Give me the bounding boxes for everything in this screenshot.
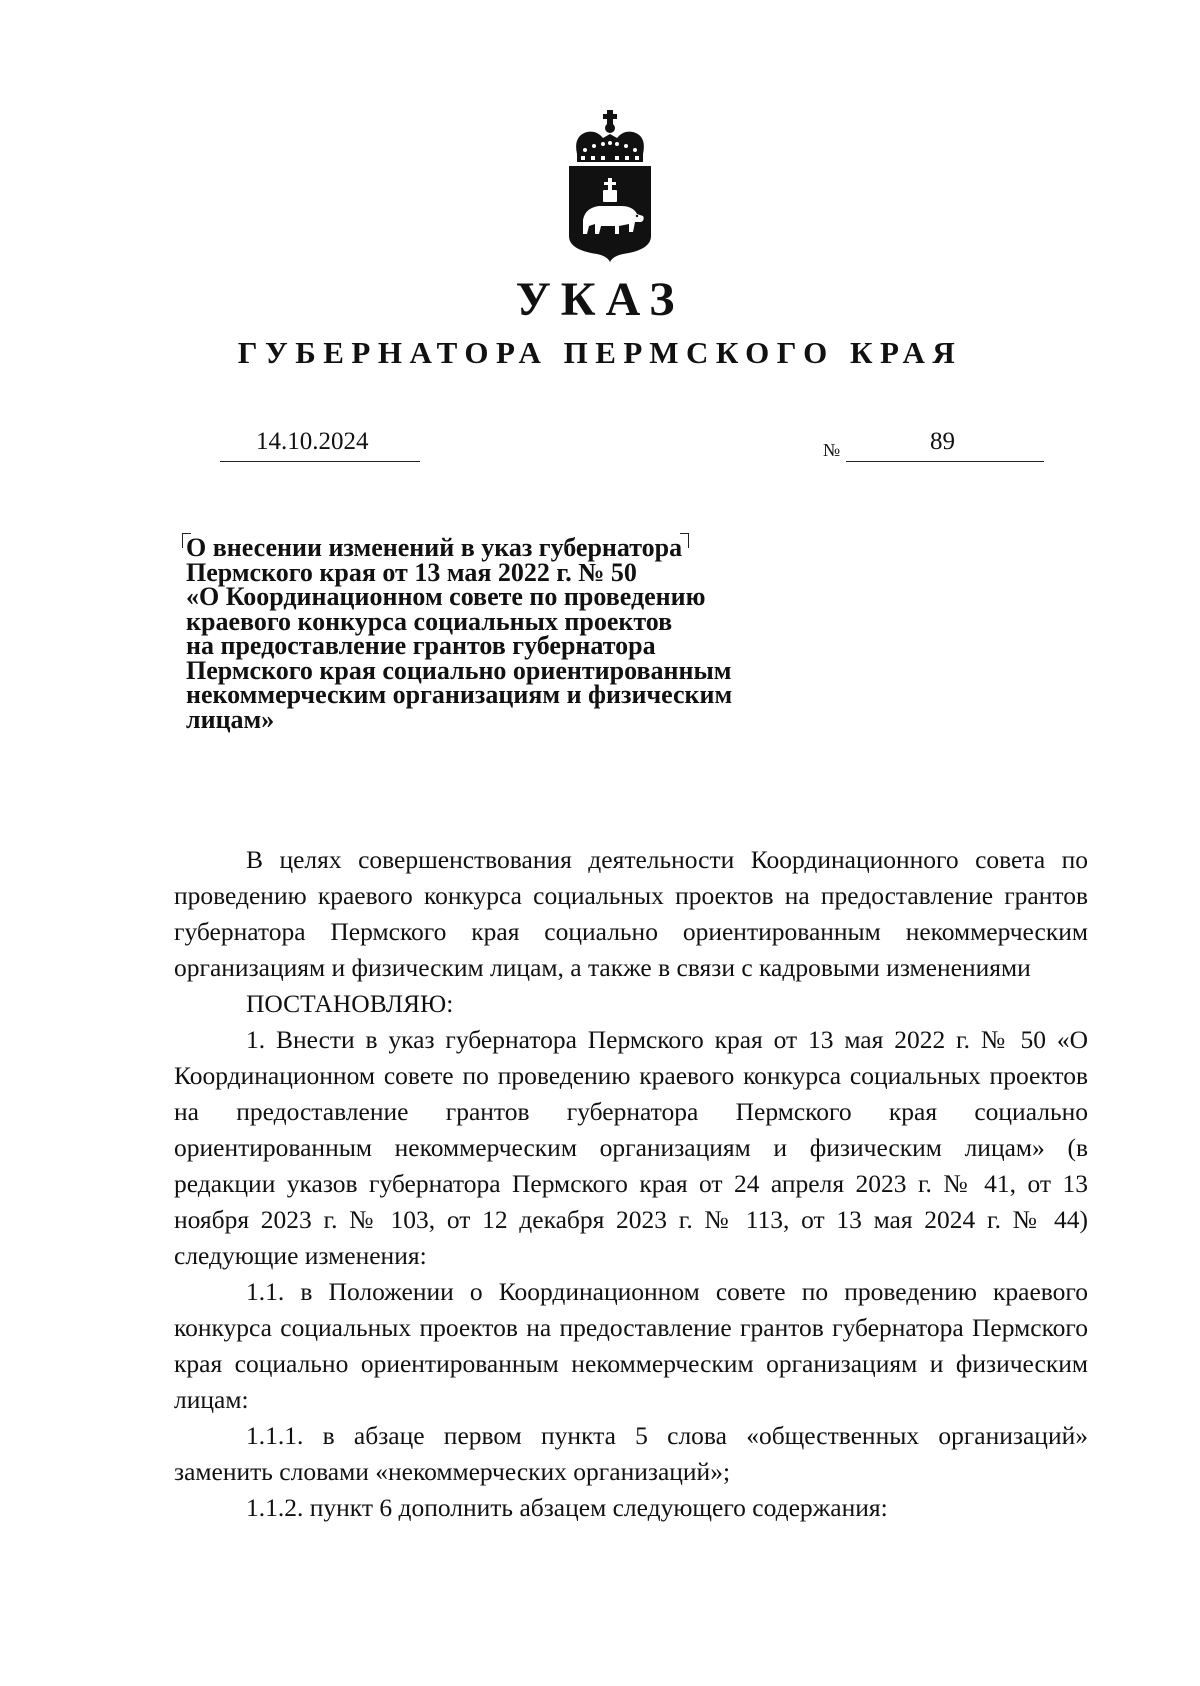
document-date: 14.10.2024 — [256, 428, 369, 455]
body-paragraph: 1. Внести в указ губернатора Пермского края от 13 мая 2022 г. № 50 «О Координационном совете по проведению краевого конкурса социальных проектов на предоставление грантов губернатора Пермского края социально ориентированным некоммерческим организациям и физическим лицам» (в редакции указов губернатора Пермского края от 24 апреля 2023 г. № 41, от 13 ноября 2023 г. № 103, от 12 декабря 2023 г. № 113, от 13 мая 2024 г. № 44) следующие изменения: — [174, 1025, 1088, 1270]
heading-line: «О Координационном совете по проведению — [186, 582, 706, 611]
decree-word: ПОСТАНОВЛЯЮ: — [246, 989, 454, 1018]
body-paragraph: 1.1.2. пункт 6 дополнить абзацем следующего содержания: — [246, 1493, 888, 1522]
number-sign: № — [823, 440, 841, 460]
preamble-paragraph: В целях совершенствования деятельности Координационного совета по проведению краевого конкурса социальных проектов на предоставление грантов губернатора Пермского края социально ориентированным некоммерческим организациям и физическим лицам, а также в связи с кадровыми изменениями — [174, 845, 1088, 982]
body-paragraph: 1.1. в Положении о Координационном совете по проведению краевого конкурса социальных проектов на предоставление грантов губернатора Пермского края социально ориентированным некоммерческим организациям и физическим лицам: — [174, 1277, 1088, 1414]
heading-line: на предоставление грантов губернатора — [186, 631, 656, 660]
document-heading — [186, 533, 806, 734]
heading-line: некоммерческим организациям и физическим — [186, 680, 733, 709]
body-paragraph: 1.1.1. в абзаце первом пункта 5 слова «общественных организаций» заменить словами «некоммерческих организаций»; — [174, 1421, 1088, 1486]
document-title: УКАЗ — [515, 273, 685, 326]
document-subtitle: ГУБЕРНАТОРА ПЕРМСКОГО КРАЯ — [237, 335, 963, 370]
heading-line: краевого конкурса социальных проектов — [186, 606, 673, 636]
heading-line: О внесении изменений в указ губернатора — [186, 533, 683, 562]
heading-line: лицам» — [186, 704, 275, 734]
document-body — [174, 842, 1088, 1526]
heading-line: Пермского края от 13 мая 2022 г. № 50 — [186, 557, 637, 587]
document-number: 89 — [930, 428, 955, 455]
date-field — [220, 423, 420, 462]
heading-line: Пермского края социально ориентированным — [186, 655, 732, 685]
number-field — [846, 423, 1044, 462]
coat-of-arms-emblem — [563, 110, 657, 262]
